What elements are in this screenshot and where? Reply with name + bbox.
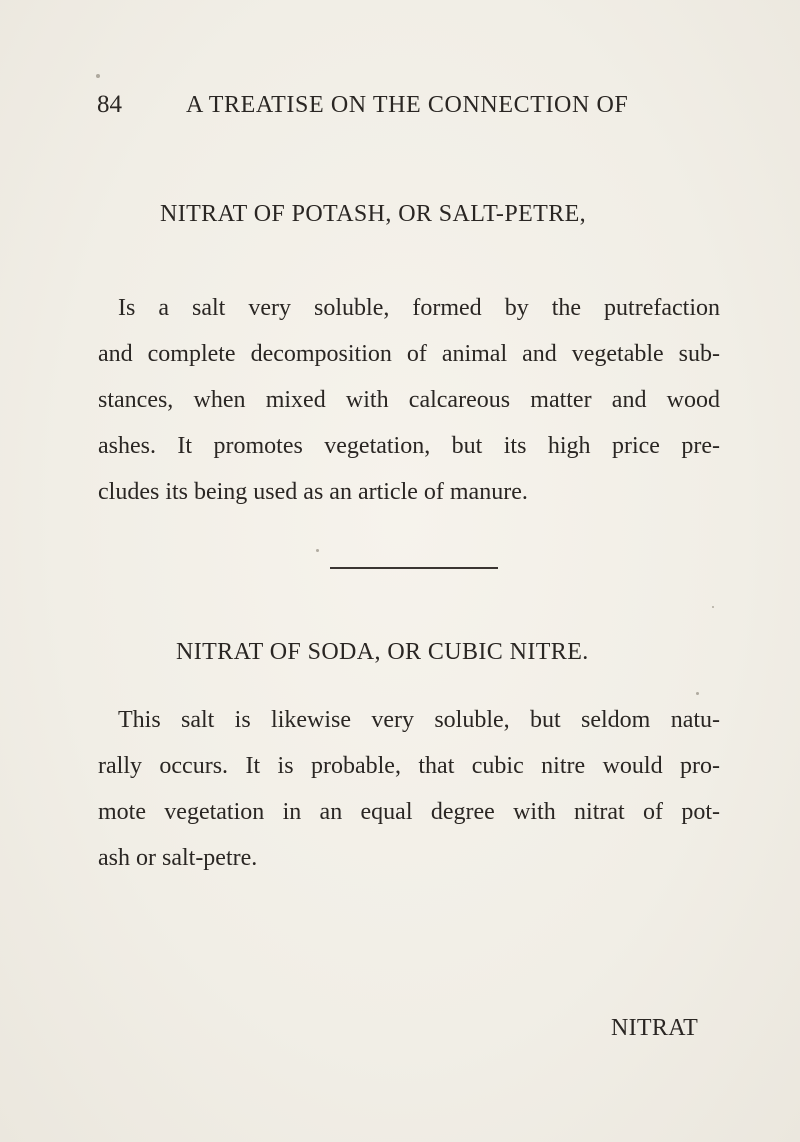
running-head: A TREATISE ON THE CONNECTION OF [186, 92, 629, 118]
section-heading-potash: NITRAT OF POTASH, OR SALT-PETRE, [160, 201, 587, 227]
section-heading-soda: NITRAT OF SODA, OR CUBIC NITRE. [176, 639, 589, 665]
paper-speck [96, 74, 100, 78]
paragraph-line: Is a salt very soluble, formed by the putrefaction [118, 295, 720, 321]
page-number: 84 [97, 91, 122, 118]
paper-speck [316, 549, 319, 552]
paragraph-line: stances, when mixed with calcareous matter and wood [98, 387, 720, 413]
catchword: NITRAT [611, 1015, 699, 1041]
paragraph-potash [98, 285, 720, 515]
paragraph-line: and complete decomposition of animal and vegetable sub- [98, 341, 720, 367]
section-divider-rule [330, 567, 498, 569]
paragraph-line: cludes its being used as an article of manure. [98, 479, 528, 505]
paragraph-line: ash or salt-petre. [98, 845, 258, 871]
paragraph-line: rally occurs. It is probable, that cubic nitre would pro- [98, 753, 720, 779]
paragraph-soda [98, 697, 720, 881]
paper-speck [712, 606, 714, 608]
paper-speck [696, 692, 699, 695]
paragraph-line: This salt is likewise very soluble, but seldom natu- [118, 707, 720, 733]
paragraph-line: mote vegetation in an equal degree with nitrat of pot- [98, 799, 720, 825]
paragraph-line: ashes. It promotes vegetation, but its high price pre- [98, 433, 720, 459]
